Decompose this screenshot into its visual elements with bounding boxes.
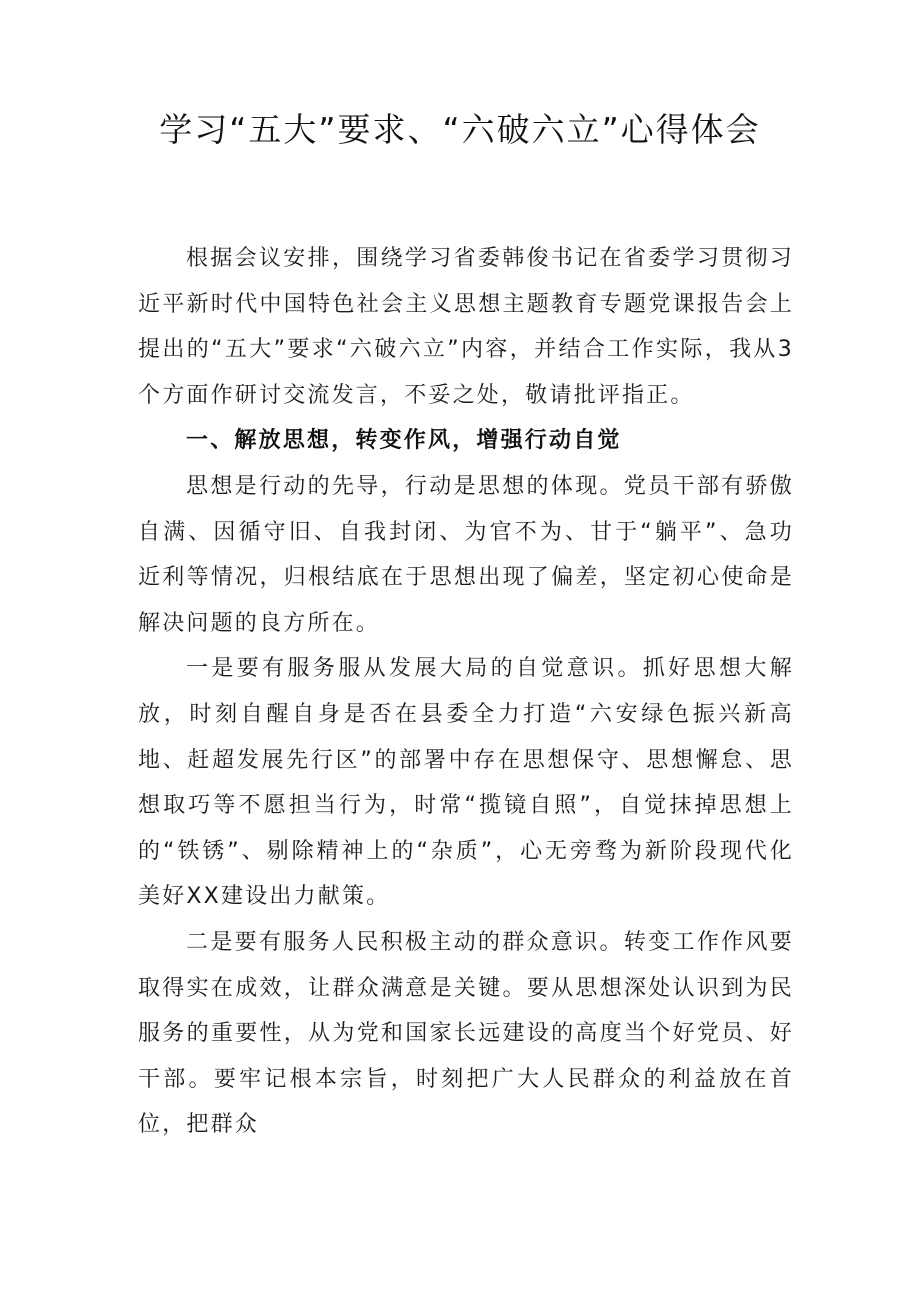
document-title: 学习“五大”要求、“六破六立”心得体会 bbox=[159, 110, 761, 149]
body-paragraph: 二是要有服务人民积极主动的群众意识。转变工作作风要取得实在成效，让群众满意是关键。要从思想深处认识到为民服务的重要性，从为党和国家长远建设的高度当个好党员、好干部。要牢记根本宗旨，时刻把广大人民群众的利益放在首位，把群众 bbox=[138, 929, 794, 1138]
body-paragraph: 思想是行动的先导，行动是思想的体现。党员干部有骄傲自满、因循守旧、自我封闭、为官不为、甘于“躺平”、急功近利等情况，归根结底在于思想出现了偏差，坚定初心使命是解决问题的良方所在。 bbox=[138, 473, 794, 636]
document-body bbox=[138, 236, 794, 1148]
section-heading: 一、解放思想，转变作风，增强行动自觉 bbox=[186, 428, 622, 454]
intro-paragraph: 根据会议安排，围绕学习省委韩俊书记在省委学习贯彻习近平新时代中国特色社会主义思想主题教育专题党课报告会上提出的“五大”要求“六破六立”内容，并结合工作实际，我从3个方面作研讨交流发言，不妥之处，敬请批评指正。 bbox=[138, 246, 794, 408]
body-paragraph: 一是要有服务服从发展大局的自觉意识。抓好思想大解放，时刻自醒自身是否在县委全力打造“六安绿色振兴新高地、赶超发展先行区”的部署中存在思想保守、思想懈怠、思想取巧等不愿担当行为，时常“揽镜自照”，自觉抹掉思想上的“铁锈”、剔除精神上的“杂质”，心无旁骛为新阶段现代化美好XX建设出力献策。 bbox=[138, 656, 794, 910]
